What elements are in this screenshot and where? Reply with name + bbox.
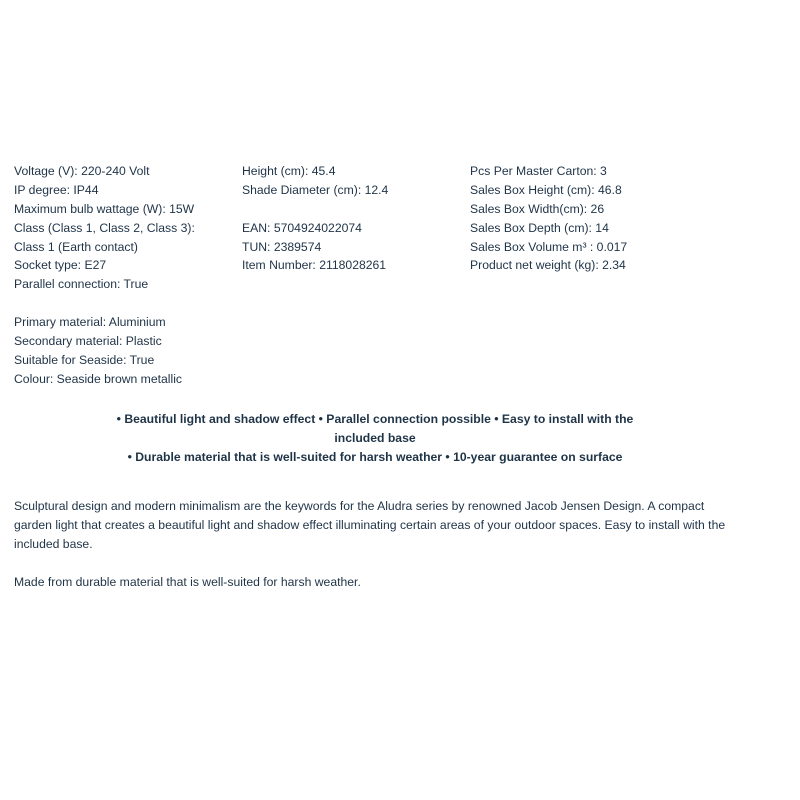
specs-column-dimensions-ids	[242, 162, 462, 275]
spec-shade-diameter: Shade Diameter (cm): 12.4	[242, 182, 389, 197]
spec-spacer	[14, 294, 234, 313]
spec-net-weight: Product net weight (kg): 2.34	[470, 258, 626, 273]
spec-spacer	[242, 200, 462, 219]
spec-parallel-connection: Parallel connection: True	[14, 277, 149, 292]
spec-box-volume: Sales Box Volume m³ : 0.017	[470, 239, 628, 254]
specs-column-packaging	[470, 162, 720, 275]
spec-pcs-per-carton: Pcs Per Master Carton: 3	[470, 164, 607, 178]
spec-box-width: Sales Box Width(cm): 26	[470, 201, 605, 216]
product-description	[14, 497, 734, 610]
spec-tun: TUN: 2389574	[242, 239, 322, 254]
spec-box-depth: Sales Box Depth (cm): 14	[470, 220, 609, 235]
spec-max-wattage: Maximum bulb wattage (W): 15W	[14, 201, 195, 216]
spec-socket-type: Socket type: E27	[14, 258, 107, 273]
spec-colour: Colour: Seaside brown metallic	[14, 371, 182, 386]
spec-voltage: Voltage (V): 220-240 Volt	[14, 164, 150, 178]
spec-class-value: Class 1 (Earth contact)	[14, 239, 138, 254]
feature-highlights	[90, 410, 660, 467]
description-paragraph-2: Made from durable material that is well-suited for harsh weather.	[14, 574, 361, 589]
spec-item-number: Item Number: 2118028261	[242, 258, 387, 273]
feature-row-1: • Beautiful light and shadow effect • Parallel connection possible • Easy to install with the included base	[116, 412, 634, 445]
spec-height: Height (cm): 45.4	[242, 164, 336, 178]
spec-box-height: Sales Box Height (cm): 46.8	[470, 182, 622, 197]
spec-suitable-seaside: Suitable for Seaside: True	[14, 352, 155, 367]
feature-row-2: • Durable material that is well-suited for harsh weather • 10-year guarantee on surface	[127, 449, 623, 464]
description-paragraph-1: Sculptural design and modern minimalism are the keywords for the Aludra series by renowned Jacob Jensen Design. A compact garden light that creates a beautiful light and shadow effect illuminating certain areas of your outdoor spaces. Easy to install with the included base.	[14, 499, 726, 551]
spec-primary-material: Primary material: Aluminium	[14, 315, 166, 330]
spec-class-label: Class (Class 1, Class 2, Class 3):	[14, 220, 195, 235]
spec-ean: EAN: 5704924022074	[242, 220, 362, 235]
spec-secondary-material: Secondary material: Plastic	[14, 334, 162, 349]
spec-ip-degree: IP degree: IP44	[14, 182, 99, 197]
specs-column-electrical-material	[14, 162, 234, 389]
